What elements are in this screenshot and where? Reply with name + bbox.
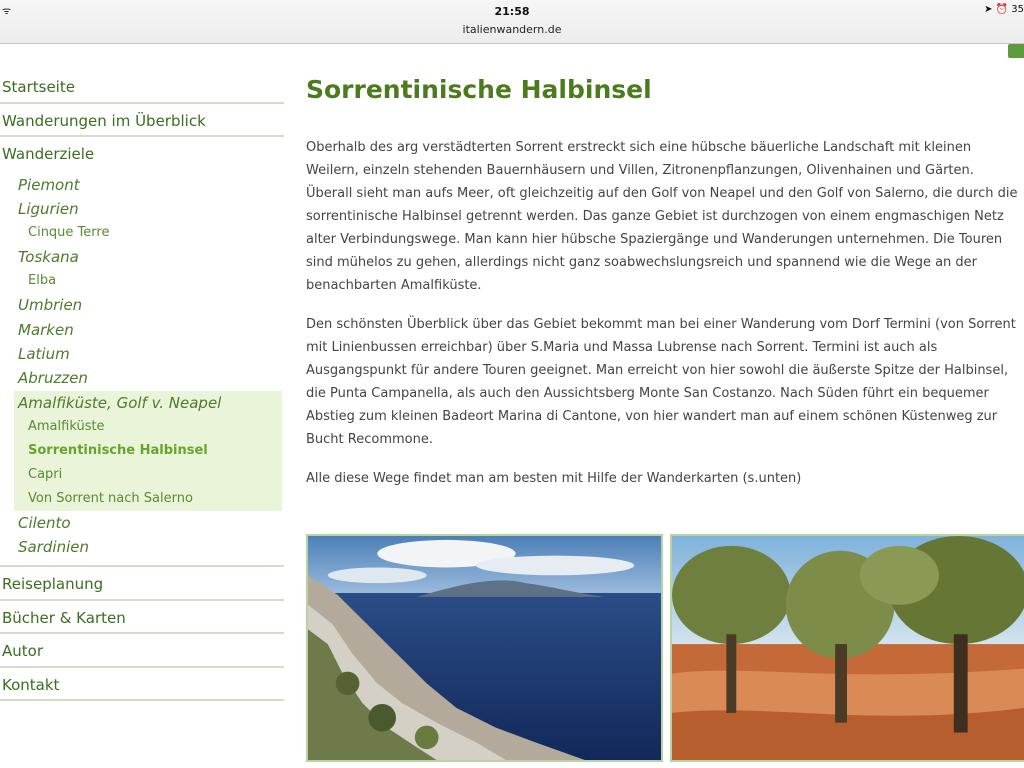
sidebar-item-wanderungen[interactable]: Wanderungen im Überblick — [0, 104, 284, 138]
print-icon[interactable] — [1008, 44, 1024, 58]
sub-sorrentinische-halbinsel[interactable]: Sorrentinische Halbinsel — [28, 442, 208, 458]
region-ligurien[interactable]: Ligurien — [18, 199, 79, 218]
main-content — [306, 70, 1018, 506]
amalfi-group — [14, 391, 282, 511]
clock: 21:58 — [494, 5, 530, 18]
sidebar-item-wanderziele[interactable]: Wanderziele — [2, 145, 95, 163]
sidebar-item-reiseplanung[interactable]: Reiseplanung — [0, 567, 284, 601]
paragraph-maps: Alle diese Wege findet man am besten mit Hilfe der Wanderkarten (s.unten) — [306, 471, 802, 486]
region-abruzzen[interactable]: Abruzzen — [18, 369, 88, 388]
region-piemont[interactable]: Piemont — [18, 175, 80, 194]
coast-photo[interactable] — [306, 534, 663, 762]
paragraph-intro: Oberhalb des arg verstädterten Sorrent erstreckt sich eine hübsche bäuerliche Landschaft mit kleinen Weilern, einzeln stehenden Bauernhäusern und Villen, Zitronenpflanzungen, Olivenhainen und Gärten. Überall sieht man aufs Meer, oft gleichzeitig auf den Golf von Neapel und den Golf von Salerno, die durch die sorrentinische Halbinsel getrennt werden. Das ganze Gebiet ist durchzogen von einem engmaschigen Netz alter Verbindungswege. Man kann hier hübsche Spaziergänge und Wanderungen unternehmen. Die Touren sind mühelos zu gehen, allerdings nicht ganz soabwechslungsreich und spannend wie die Wege an der benachbarten Amalfiküste. — [306, 140, 1018, 293]
region-sardinien[interactable]: Sardinien — [18, 538, 89, 557]
status-indicators: ➤ ⏰ 35 — [984, 4, 1024, 15]
sidebar-nav — [0, 70, 284, 701]
region-umbrien[interactable]: Umbrien — [18, 296, 83, 315]
photo-row — [306, 534, 1024, 762]
olive-grove-photo[interactable] — [670, 534, 1024, 762]
wanderziele-submenu — [0, 171, 284, 568]
region-amalfi[interactable]: Amalfiküste, Golf v. Neapel — [18, 393, 222, 412]
region-marken[interactable]: Marken — [18, 320, 74, 339]
sub-elba[interactable]: Elba — [28, 273, 57, 289]
page-title: Sorrentinische Halbinsel — [306, 75, 652, 104]
sub-cinque-terre[interactable]: Cinque Terre — [28, 225, 110, 241]
region-latium[interactable]: Latium — [18, 344, 70, 363]
sidebar-item-kontakt[interactable]: Kontakt — [0, 668, 284, 702]
sub-capri[interactable]: Capri — [28, 466, 63, 482]
wifi-icon: ᯤ — [2, 6, 12, 17]
address-bar[interactable]: italienwandern.de — [462, 23, 562, 36]
sub-sorrent-salerno[interactable]: Von Sorrent nach Salerno — [28, 490, 193, 506]
paragraph-overview: Den schönsten Überblick über das Gebiet bekommt man bei einer Wanderung vom Dorf Termini (von Sorrent mit Linienbussen erreichbar) über S.Maria und Massa Lubrense nach Sorrent. Termini ist auch als Ausgangspunkt für andere Touren geeignet. Man erreicht von hier sowohl die äußerste Spitze der Halbinsel, die Punta Campanella, als auch den Aussichtsberg Monte San Costanzo. Nach Süden führt ein bequemer Abstieg zum kleinen Badeort Marina di Cantone, von hier wandert man auf einem schönen Küstenweg zur Bucht Recommone. — [306, 317, 1016, 447]
sub-amalfikueste[interactable]: Amalfiküste — [28, 418, 105, 434]
region-toskana[interactable]: Toskana — [18, 248, 79, 267]
sidebar-item-buecher-karten[interactable]: Bücher & Karten — [0, 601, 284, 635]
status-bar — [0, 0, 1024, 44]
region-cilento[interactable]: Cilento — [18, 513, 71, 532]
sidebar-item-autor[interactable]: Autor — [0, 634, 284, 668]
sidebar-item-startseite[interactable]: Startseite — [0, 70, 284, 104]
